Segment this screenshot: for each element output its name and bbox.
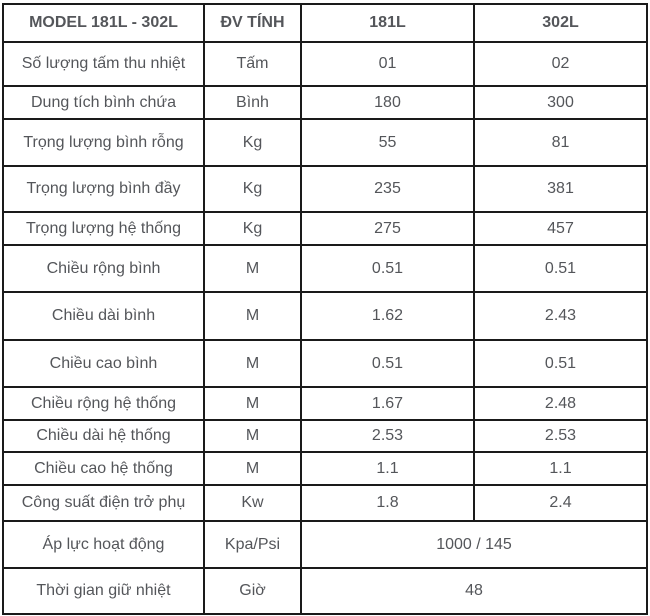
row-value-302l: 1.1 xyxy=(474,452,647,485)
row-value-181l: 180 xyxy=(301,86,474,119)
row-value-merged: 48 xyxy=(301,568,647,614)
header-181l: 181L xyxy=(301,4,474,42)
row-value-181l: 1.62 xyxy=(301,292,474,340)
row-unit: Tấm xyxy=(204,42,301,86)
table-row xyxy=(3,485,647,521)
row-label: Chiều dài hệ thống xyxy=(3,420,204,452)
header-unit: ĐV TÍNH xyxy=(204,4,301,42)
header-row xyxy=(3,4,647,42)
row-label: Chiều cao hệ thống xyxy=(3,452,204,485)
row-unit: M xyxy=(204,340,301,387)
table-row xyxy=(3,166,647,212)
header-model: MODEL 181L - 302L xyxy=(3,4,204,42)
row-value-302l: 2.53 xyxy=(474,420,647,452)
row-value-302l: 381 xyxy=(474,166,647,212)
row-label: Trọng lượng bình rỗng xyxy=(3,119,204,166)
row-unit: Bình xyxy=(204,86,301,119)
table-row xyxy=(3,387,647,420)
table-row xyxy=(3,86,647,119)
table-row xyxy=(3,212,647,245)
row-value-181l: 2.53 xyxy=(301,420,474,452)
row-value-302l: 0.51 xyxy=(474,340,647,387)
header-302l: 302L xyxy=(474,4,647,42)
row-label: Chiều rộng hệ thống xyxy=(3,387,204,420)
row-value-302l: 81 xyxy=(474,119,647,166)
table-row xyxy=(3,452,647,485)
row-label: Áp lực hoạt động xyxy=(3,521,204,568)
row-value-302l: 2.48 xyxy=(474,387,647,420)
row-unit: Kg xyxy=(204,119,301,166)
row-value-302l: 02 xyxy=(474,42,647,86)
row-label: Chiều rộng bình xyxy=(3,245,204,292)
row-label: Trọng lượng hệ thống xyxy=(3,212,204,245)
row-label: Chiều dài bình xyxy=(3,292,204,340)
row-value-181l: 1.8 xyxy=(301,485,474,521)
table-row xyxy=(3,420,647,452)
row-value-181l: 235 xyxy=(301,166,474,212)
row-value-181l: 1.67 xyxy=(301,387,474,420)
row-unit: Giờ xyxy=(204,568,301,614)
row-value-302l: 2.4 xyxy=(474,485,647,521)
row-value-181l: 275 xyxy=(301,212,474,245)
row-value-181l: 1.1 xyxy=(301,452,474,485)
table-row xyxy=(3,42,647,86)
row-value-181l: 01 xyxy=(301,42,474,86)
row-label: Trọng lượng bình đầy xyxy=(3,166,204,212)
row-value-181l: 0.51 xyxy=(301,245,474,292)
row-label: Dung tích bình chứa xyxy=(3,86,204,119)
row-unit: Kw xyxy=(204,485,301,521)
table-row-merged xyxy=(3,568,647,614)
row-unit: M xyxy=(204,387,301,420)
row-value-302l: 0.51 xyxy=(474,245,647,292)
table-row xyxy=(3,340,647,387)
row-label: Thời gian giữ nhiệt xyxy=(3,568,204,614)
table-row xyxy=(3,119,647,166)
table-row xyxy=(3,292,647,340)
row-value-181l: 55 xyxy=(301,119,474,166)
row-label: Số lượng tấm thu nhiệt xyxy=(3,42,204,86)
row-label: Công suất điện trở phụ xyxy=(3,485,204,521)
table-row xyxy=(3,245,647,292)
row-value-302l: 457 xyxy=(474,212,647,245)
row-value-302l: 2.43 xyxy=(474,292,647,340)
row-value-181l: 0.51 xyxy=(301,340,474,387)
spec-table xyxy=(2,3,648,615)
row-unit: Kpa/Psi xyxy=(204,521,301,568)
row-value-merged: 1000 / 145 xyxy=(301,521,647,568)
row-label: Chiều cao bình xyxy=(3,340,204,387)
row-unit: Kg xyxy=(204,212,301,245)
row-value-302l: 300 xyxy=(474,86,647,119)
table-row-merged xyxy=(3,521,647,568)
row-unit: M xyxy=(204,292,301,340)
row-unit: Kg xyxy=(204,166,301,212)
row-unit: M xyxy=(204,420,301,452)
row-unit: M xyxy=(204,245,301,292)
row-unit: M xyxy=(204,452,301,485)
